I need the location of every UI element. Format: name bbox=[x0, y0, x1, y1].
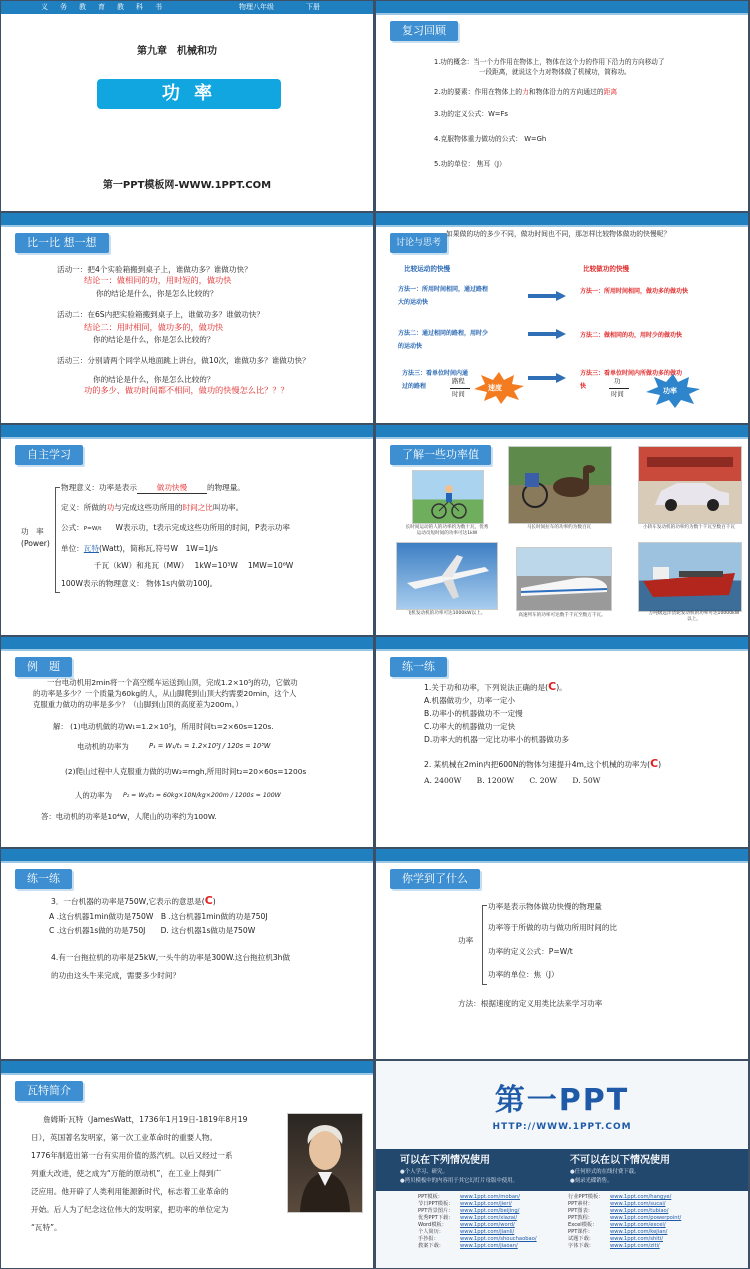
option-b: B.功率小的机器做功不一定慢 bbox=[424, 709, 523, 718]
link-url[interactable]: www.1ppt.com/beijing/ bbox=[460, 1208, 520, 1214]
section-tag: 讨论与思考 bbox=[390, 233, 447, 253]
question-3-options-cd: C .这台机器1s做的功是750J D. 这台机器1s做功是750W bbox=[49, 926, 256, 935]
link-label: PPT图表： bbox=[568, 1208, 593, 1214]
speed-label: 速度 bbox=[488, 384, 502, 392]
cannot-use-title: 不可以在以下情况使用 bbox=[570, 1155, 670, 1166]
slide-discussion[interactable] bbox=[376, 213, 748, 423]
conclusion-1: 结论一：做相同的功，用时短的，做功快 bbox=[84, 275, 232, 285]
slide-self-study[interactable] bbox=[1, 425, 373, 635]
question-2: 你的结论是什么，你是怎么比较的？ bbox=[93, 335, 215, 344]
work-label: 功 bbox=[614, 377, 621, 385]
conclusion-2: 结论二：用时相同，做功多的，做功快 bbox=[84, 322, 224, 332]
question-3: 你的结论是什么，你是怎么比较的？ bbox=[93, 375, 215, 384]
can-use-2: ●拷贝模板中的内容用于其它幻灯片母版中使用。 bbox=[400, 1178, 518, 1184]
section-tag: 例 题 bbox=[15, 657, 72, 677]
train-caption: 高速列车的功率可达数千千瓦至数万千瓦。 bbox=[518, 613, 606, 618]
header-char: 务 bbox=[60, 3, 67, 11]
link-row bbox=[568, 1243, 681, 1250]
grade-label: 物理八年级 bbox=[239, 3, 274, 11]
arrow-right-icon bbox=[528, 291, 566, 301]
concept-line-1: 1.功的概念：当一个力作用在物体上，物体在这个力的作用下沿力的方向移动了 bbox=[434, 58, 665, 66]
solution-line-1: 解： (1)电动机做的功W₁=1.2×10⁵J，所用时间t₁=2×60s=120s. bbox=[53, 722, 274, 731]
slide-example[interactable] bbox=[1, 637, 373, 847]
cannot-use-1: ●任何形式的在线付费下载。 bbox=[570, 1169, 640, 1175]
car-caption: 小轿车发动机的功率约为数十千瓦至数百千瓦 bbox=[643, 525, 735, 530]
can-use-1: ●个人学习、研究。 bbox=[400, 1169, 448, 1175]
slide-top-bar bbox=[376, 1, 748, 13]
definition-line: 定义：所做的功与完成这些功所用的时间之比叫功率。 bbox=[61, 503, 244, 512]
power-side-label: 功 率 bbox=[21, 527, 44, 536]
section-tag: 练一练 bbox=[15, 869, 72, 889]
link-label: PPT课件： bbox=[568, 1229, 593, 1235]
bracket-line bbox=[482, 905, 487, 985]
slide-power-values[interactable] bbox=[376, 425, 748, 635]
summary-item-1: 功率是表示物体做功快慢的物理量 bbox=[488, 902, 602, 911]
watt-portrait bbox=[287, 1113, 363, 1213]
link-label: 优秀PPT下载： bbox=[418, 1215, 454, 1221]
bio-line: 开始。后人为了纪念这位伟大的发明家，把功率的单位定为 bbox=[31, 1205, 229, 1214]
link-label: 教案下载： bbox=[418, 1243, 444, 1249]
link-label: PPT素材： bbox=[568, 1201, 593, 1207]
work-method-3b: 快 bbox=[580, 383, 587, 390]
problem-line-1: 一台电动机用2min将一个高空缆车运送到山顶，完成1.2×10⁵J的功，它做功 bbox=[47, 678, 298, 687]
link-url[interactable]: www.1ppt.com/shouchaobao/ bbox=[460, 1236, 537, 1242]
link-row bbox=[568, 1201, 681, 1208]
slide-practice-2[interactable] bbox=[1, 849, 373, 1059]
header-char: 书 bbox=[155, 3, 162, 11]
work-method-2: 方法二：做相同的功，用时少的做功快 bbox=[580, 332, 683, 339]
slide-top-bar bbox=[376, 213, 748, 225]
link-row bbox=[418, 1194, 537, 1201]
summary-item-4: 功率的单位：焦（J） bbox=[488, 970, 559, 979]
horse-caption: 马长时间拉车的功率约为数百瓦 bbox=[526, 525, 592, 530]
link-row bbox=[418, 1215, 537, 1222]
example-meaning-line: 100W表示的物理意义： 物体1s内做功100J。 bbox=[61, 579, 218, 588]
option-c: C.功率大的机器做功一定快 bbox=[424, 722, 516, 731]
summary-item-2: 功率等于所做的功与做功所用时间的比 bbox=[488, 923, 618, 932]
slide-title[interactable] bbox=[1, 1, 373, 211]
discussion-question: 如果做的功的多少不同，做功时间也不同，那怎样比较物体做功的快慢呢？ bbox=[446, 230, 671, 238]
link-row bbox=[568, 1194, 681, 1201]
activity-1: 活动一：把4个实验箱搬到桌子上，谁做功多？谁做功快？ bbox=[57, 265, 252, 274]
link-label: Word模板： bbox=[418, 1222, 447, 1228]
time-label: 时间 bbox=[452, 390, 465, 398]
section-tag: 自主学习 bbox=[15, 445, 83, 465]
link-url[interactable]: www.1ppt.com/kejian/ bbox=[610, 1229, 668, 1235]
airplane-caption: 飞机发动机的功率可达1000kW以上。 bbox=[406, 611, 486, 616]
section-tag: 比一比 想一想 bbox=[15, 233, 109, 253]
slide-top-bar bbox=[376, 637, 748, 649]
unit-line: 5.功的单位： 焦耳（J） bbox=[434, 160, 506, 168]
link-label: PPT模板： bbox=[418, 1194, 443, 1200]
equation-1: P₁ = W₁/t₁ = 1.2×10⁵J / 120s = 10³W bbox=[149, 742, 271, 750]
slide-compare[interactable] bbox=[1, 213, 373, 423]
question-4-line-1: 4.有一台拖拉机的功率是25kW,一头牛的功率是300W.这台拖拉机3h做 bbox=[51, 953, 291, 962]
arrow-right-icon bbox=[528, 373, 566, 383]
activity-3: 活动三：分别请两个同学从地面跳上讲台，做10次，谁做功多？谁做功快？ bbox=[57, 356, 310, 365]
section-tag: 了解一些功率值 bbox=[390, 445, 491, 465]
header-char: 义 bbox=[41, 3, 48, 11]
train-image bbox=[516, 547, 612, 611]
slide-summary[interactable] bbox=[376, 849, 748, 1059]
section-tag: 瓦特简介 bbox=[15, 1081, 83, 1101]
question-1: 1.关于功和功率，下列说法正确的是(C)。 bbox=[424, 680, 567, 693]
brand-logo: 第一PPT bbox=[494, 1083, 630, 1118]
slide-top-bar bbox=[1, 637, 373, 649]
link-label: 节日PPT模板： bbox=[418, 1201, 454, 1207]
link-label: 个人简历： bbox=[418, 1229, 444, 1235]
question-2-options: A. 2400W B. 1200W C. 20W D. 50W bbox=[424, 776, 601, 785]
gravity-work-line: 4.克服物体重力做功的公式： W=Gh bbox=[434, 135, 547, 143]
answer-line: 答：电动机的功率是10⁴W，人爬山的功率约为100W. bbox=[41, 812, 217, 821]
link-row bbox=[568, 1236, 681, 1243]
question-2: 2. 某机械在2min内把600N的物体匀速提升4m,这个机械的功率为(C) bbox=[424, 757, 662, 770]
link-row bbox=[568, 1222, 681, 1229]
power-label: 功率 bbox=[663, 387, 677, 395]
car-image bbox=[638, 446, 742, 524]
brand-url: HTTP://WWW.1PPT.COM bbox=[492, 1122, 632, 1132]
option-d: D.功率大的机器一定比功率小的机器做功多 bbox=[424, 735, 569, 744]
link-url[interactable]: www.1ppt.com/shiti/ bbox=[610, 1236, 663, 1242]
link-url[interactable]: www.1ppt.com/ziti/ bbox=[610, 1243, 660, 1249]
slide-top-bar bbox=[376, 849, 748, 861]
link-label: Excel模板： bbox=[568, 1222, 598, 1228]
formula-line: 公式：P=W/t W表示功，t表示完成这些功所用的时间，P表示功率 bbox=[61, 523, 290, 532]
bio-line: 詹姆斯·瓦特（JamesWatt，1736年1月19日-1819年8月19 bbox=[43, 1115, 248, 1124]
work-method-1: 方法一：所用时间相同，做功多的做功快 bbox=[580, 288, 689, 295]
header-char: 科 bbox=[136, 3, 143, 11]
slide-top-bar bbox=[376, 425, 748, 437]
link-label: 字体下载： bbox=[568, 1243, 594, 1249]
link-row bbox=[418, 1208, 537, 1215]
activity-2: 活动二：在6S内把实验箱搬到桌子上，谁做功多？谁做功快？ bbox=[57, 310, 265, 319]
slide-top-bar bbox=[1, 213, 373, 225]
slide-closing[interactable] bbox=[376, 1061, 748, 1268]
bio-line: 列重大改进，使之成为“万能的原动机”，在工业上得到广 bbox=[31, 1169, 222, 1178]
ship-image bbox=[638, 542, 742, 612]
link-row bbox=[568, 1229, 681, 1236]
link-url[interactable]: www.1ppt.com/jianli/ bbox=[460, 1229, 515, 1235]
section-tag: 复习回顾 bbox=[390, 21, 458, 41]
solution-line-3: (2)爬山过程中人克服重力做的功W₂=mgh,所用时间t₂=20×60s=1200s bbox=[65, 767, 307, 776]
motion-method-1b: 大的运动快 bbox=[398, 299, 429, 306]
bio-line: 1776年制造出第一台有实用价值的蒸汽机。以后又经过一系 bbox=[31, 1151, 233, 1160]
method-line: 方法：根据速度的定义用类比法来学习功率 bbox=[458, 999, 603, 1008]
header-char: 育 bbox=[98, 3, 105, 11]
link-url[interactable]: www.1ppt.com/tubiao/ bbox=[610, 1208, 669, 1214]
meaning-line: 物理意义：功率是表示 做功快慢 的物理量。 bbox=[61, 483, 245, 492]
elements-line: 2.功的要素：作用在物体上的力和物体沿力的方向通过的距离 bbox=[434, 88, 618, 96]
link-url[interactable]: www.1ppt.com/word/ bbox=[460, 1222, 515, 1228]
solution-line-2: 电动机的功率为 bbox=[77, 742, 129, 751]
lesson-title: 功 率 bbox=[161, 83, 217, 104]
formula-line: 3.功的定义公式：W=Fs bbox=[434, 110, 508, 118]
motion-method-3b: 过的路程 bbox=[402, 383, 427, 390]
slide-top-bar bbox=[1, 425, 373, 437]
link-url[interactable]: www.1ppt.com/excel/ bbox=[610, 1222, 666, 1228]
slide-top-bar bbox=[1, 1061, 373, 1073]
link-url[interactable]: www.1ppt.com/moban/ bbox=[460, 1194, 521, 1200]
unit-conversion-line: 千瓦（kW）和兆瓦（MW） 1kW=10³W 1MW=10⁶W bbox=[94, 561, 294, 570]
solution-line-4: 人的功率为 bbox=[75, 791, 112, 800]
concept-line-2: 一段距离，就说这个力对物体做了机械功，简称功。 bbox=[479, 68, 631, 76]
slide-review[interactable] bbox=[376, 1, 748, 211]
distance-label: 路程 bbox=[452, 377, 465, 385]
link-row bbox=[418, 1243, 537, 1250]
cannot-use-2: ●刻录光碟销售。 bbox=[570, 1178, 613, 1184]
chapter-title: 第九章 机械和功 bbox=[137, 46, 217, 57]
link-row bbox=[418, 1229, 537, 1236]
link-url[interactable]: www.1ppt.com/sucai/ bbox=[610, 1201, 666, 1207]
header-char: 教 bbox=[117, 3, 124, 11]
link-label: 行业PPT模板： bbox=[568, 1194, 604, 1200]
cyclist-caption: 长时间运动的人的功率约为数十瓦，优秀运动员短时间的功率可达1kW bbox=[405, 525, 489, 536]
slide-top-bar bbox=[1, 849, 373, 861]
bio-line: “瓦特”。 bbox=[31, 1223, 62, 1232]
unit-line: 单位：瓦特(Watt)，简称瓦,符号W 1W=1J/s bbox=[61, 544, 218, 553]
bio-line: 泛应用。他开辟了人类利用能源新时代，标志着工业革命的 bbox=[31, 1187, 229, 1196]
slide-practice-1[interactable] bbox=[376, 637, 748, 847]
site-label: 第一PPT模板网-WWW.1PPT.COM bbox=[102, 180, 272, 191]
slide-watt-bio[interactable] bbox=[1, 1061, 373, 1268]
airplane-image bbox=[396, 542, 498, 610]
link-row bbox=[418, 1201, 537, 1208]
cyclist-image bbox=[412, 470, 484, 524]
can-use-title: 可以在下列情况使用 bbox=[400, 1155, 490, 1166]
equation-2: P₂ = W₂/t₂ = 60kg×10N/kg×200m / 1200s = 100W bbox=[123, 792, 281, 799]
question-3: 3．一台机器的功率是750W,它表示的意思是(C) bbox=[51, 894, 216, 907]
question-3-options-ab: A .这台机器1min做功是750W B .这台机器1min做的功是750J bbox=[49, 912, 268, 921]
problem-line-2: 的功率是多少？一个质量为60kg的人，从山脚爬到山顶大约需要20min，这个人 bbox=[33, 689, 297, 698]
link-label: PPT教程： bbox=[568, 1215, 593, 1221]
motion-method-1a: 方法一：所用时间相同，通过路程 bbox=[398, 286, 489, 293]
work-heading: 比较做功的快慢 bbox=[583, 265, 630, 273]
problem-line-3: 克服重力做功的功率是多少？（山脚到山顶的高度差为200m。） bbox=[33, 700, 243, 709]
motion-method-2b: 的运动快 bbox=[398, 343, 423, 350]
time-label: 时间 bbox=[611, 390, 624, 398]
link-row bbox=[418, 1236, 537, 1243]
power-side-label-en: (Power) bbox=[21, 539, 50, 548]
bracket-line bbox=[55, 487, 60, 593]
summary-side-label: 功率 bbox=[458, 936, 474, 945]
link-url[interactable]: www.1ppt.com/jieri/ bbox=[460, 1201, 512, 1207]
textbook-header-label bbox=[41, 2, 162, 13]
link-label: 试题下载： bbox=[568, 1236, 594, 1242]
link-url[interactable]: www.1ppt.com/hangye/ bbox=[610, 1194, 672, 1200]
link-url[interactable]: www.1ppt.com/powerpoint/ bbox=[610, 1215, 682, 1221]
section-tag: 你学到了什么 bbox=[390, 869, 480, 889]
link-url[interactable]: www.1ppt.com/xiazai/ bbox=[460, 1215, 518, 1221]
arrow-right-icon bbox=[528, 329, 566, 339]
link-label: 手抄报： bbox=[418, 1236, 439, 1242]
motion-heading: 比较运动的快慢 bbox=[404, 265, 451, 273]
link-row bbox=[568, 1208, 681, 1215]
header-char: 教 bbox=[79, 3, 86, 11]
link-row bbox=[568, 1215, 681, 1222]
question-4-line-2: 的功由这头牛来完成，需要多少时间？ bbox=[51, 971, 181, 980]
section-tag: 练一练 bbox=[390, 657, 447, 677]
left-link-list bbox=[418, 1194, 537, 1250]
horse-cart-image bbox=[508, 446, 612, 524]
term-label: 下册 bbox=[306, 3, 320, 11]
question-1: 你的结论是什么，你是怎么比较的？ bbox=[96, 289, 218, 298]
link-url[interactable]: www.1ppt.com/jiaoan/ bbox=[460, 1243, 518, 1249]
bio-line: 日），英国著名发明家，第一次工业革命时的重要人物。 bbox=[31, 1133, 218, 1142]
conclusion-3: 功的多少、做功时间都不相同，做功的快慢怎么比？？？ bbox=[84, 385, 289, 395]
motion-method-3a: 方法三：看单位时间内通 bbox=[402, 370, 469, 377]
work-method-3a: 方法三：看单位时间内所做功多的做功 bbox=[580, 370, 683, 377]
summary-item-3: 功率的定义公式：P=W/t bbox=[488, 947, 573, 956]
motion-method-2a: 方法二：通过相同的路程，用时少 bbox=[398, 330, 489, 337]
ship-caption: 万吨级远洋货轮发动机的功率可达10000kW以上。 bbox=[648, 611, 740, 622]
link-label: PPT背景图片： bbox=[418, 1208, 454, 1214]
option-a: A.机器做功少，功率一定小 bbox=[424, 696, 516, 705]
link-row bbox=[418, 1222, 537, 1229]
right-link-list bbox=[568, 1194, 681, 1250]
